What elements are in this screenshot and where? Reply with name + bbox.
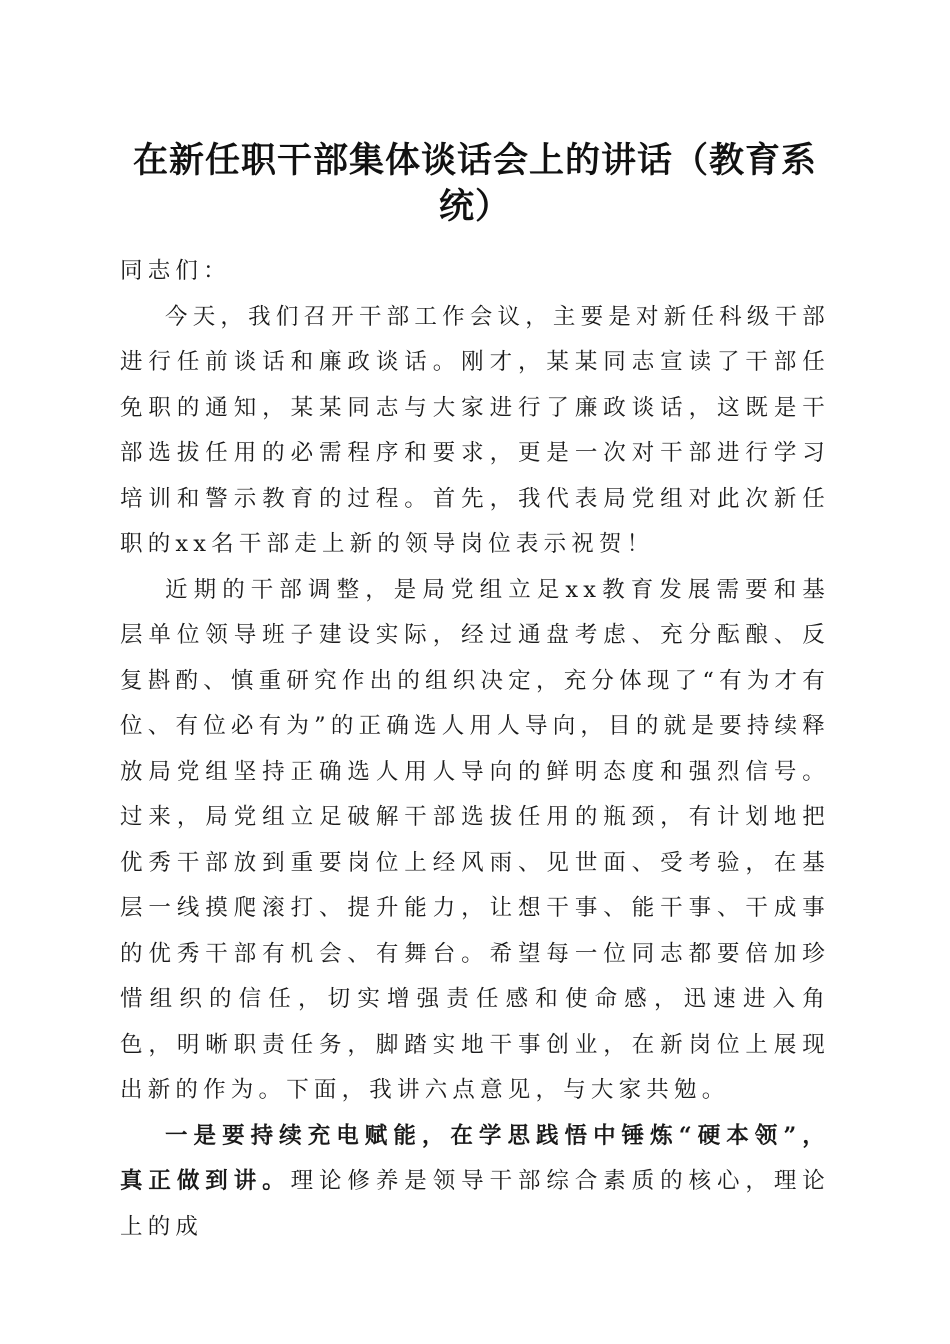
document-body [120, 249, 830, 1250]
document-title: 在新任职干部集体谈话会上的讲话（教育系统） [132, 140, 817, 227]
paragraph-point-one [120, 1114, 830, 1251]
paragraph-adjustment: 近期的干部调整，是局党组立足xx教育发展需要和基层单位领导班子建设实际，经过通盘考虑、充分酝酿、反复斟酌、慎重研究作出的组织决定，充分体现了“有为才有位、有位必有为”的正确选人用人导向，目的就是要持续释放局党组坚持正确选人用人导向的鲜明态度和强烈信号。过来，局党组立足破解干部选拔任用的瓶颈，有计划地把优秀干部放到重要岗位上经风雨、见世面、受考验，在基层一线摸爬滚打、提升能力，让想干事、能干事、干成事的优秀干部有机会、有舞台。希望每一位同志都要倍加珍惜组织的信任，切实增强责任感和使命感，迅速进入角色，明晰职责任务，脚踏实地干事创业，在新岗位上展现出新的作为。下面，我讲六点意见，与大家共勉。 [120, 576, 830, 1103]
point-one-heading: 一是要持续充电赋能，在学思践悟中锤炼“硬本领”，真正做到讲。 [120, 1122, 830, 1194]
salutation: 同志们： [120, 258, 231, 284]
paragraph-opening: 今天，我们召开干部工作会议，主要是对新任科级干部进行任前谈话和廉政谈话。刚才，某某同志宣读了干部任免职的通知，某某同志与大家进行了廉政谈话，这既是干部选拔任用的必需程序和要求，更是一次对干部进行学习培训和警示教育的过程。首先，我代表局党组对此次新任职的xx名干部走上新的领导岗位表示祝贺！ [120, 303, 830, 557]
point-one-text: 理论修养是领导干部综合素质的核心，理论上的成 [120, 1168, 830, 1240]
